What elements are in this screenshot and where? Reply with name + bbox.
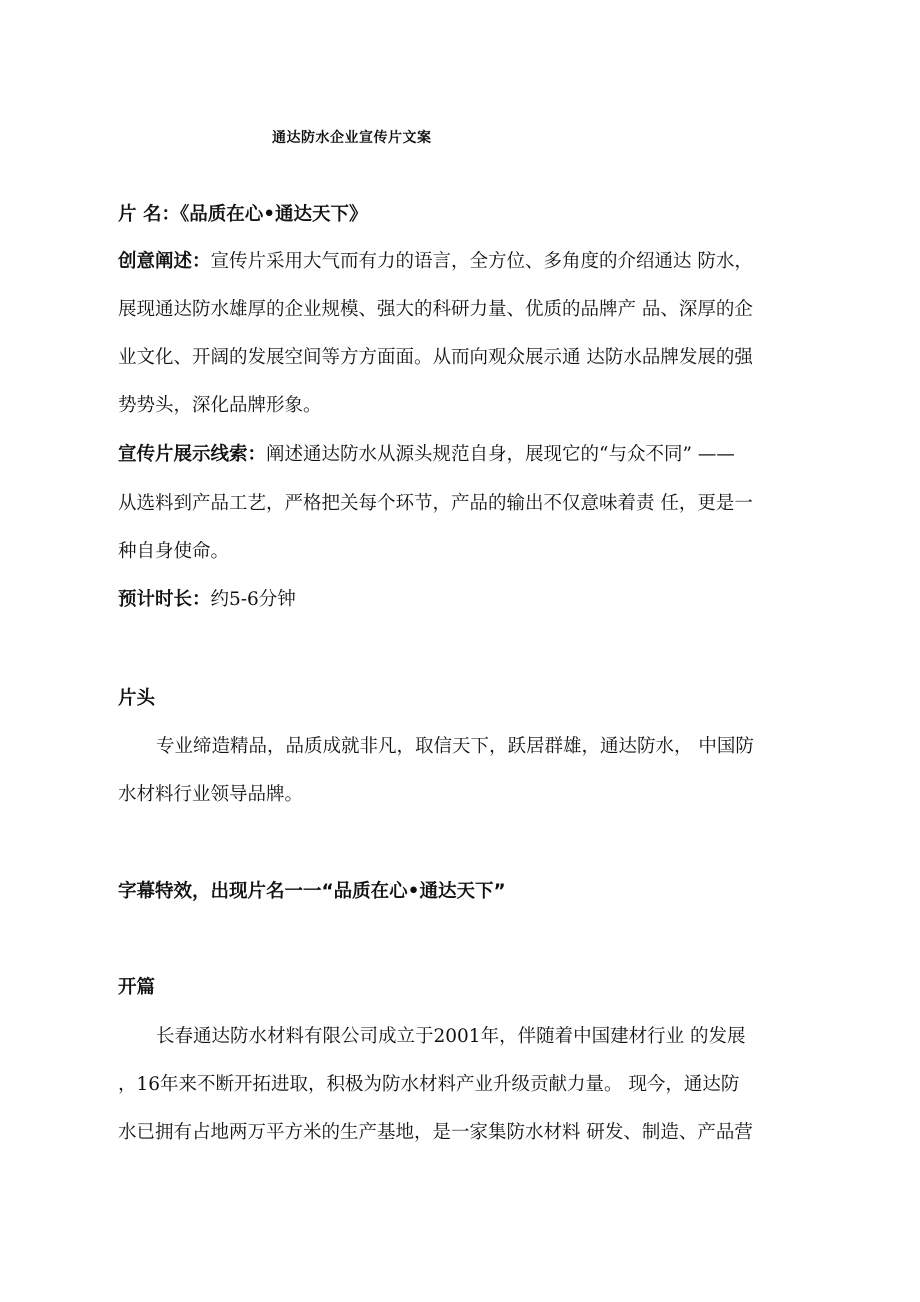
- document-title: 通达防水企业宣传片文案: [272, 130, 432, 146]
- duration-label: 预计时长：: [118, 589, 211, 610]
- creative-text: 宣传片采用大气而有力的语言，全方位、多角度的介绍通达 防水，: [210, 251, 753, 272]
- creative-line-3: 业文化、开阔的发展空间等方方面面。从而向观众展示通 达防水品牌发展的强: [118, 347, 753, 368]
- creative-label: 创意阐述：: [118, 251, 211, 272]
- intro-line-1: 长春通达防水材料有限公司成立于2001年，伴随着中国建材行业 的发展: [156, 1026, 746, 1047]
- intro-line-3: 水已拥有占地两万平方米的生产基地，是一家集防水材料 研发、制造、产品营: [118, 1122, 753, 1143]
- film-name-line: [118, 203, 368, 227]
- clue-label: 宣传片展示线索：: [118, 444, 267, 465]
- clue-text: 阐述通达防水从源头规范自身，展现它的“与众不同” ——: [266, 444, 735, 465]
- creative-line-1: [118, 250, 753, 274]
- clue-line-2: 从选料到产品工艺，严格把关每个环节，产品的输出不仅意味着责 任，更是一: [118, 493, 753, 514]
- creative-line-2: 展现通达防水雄厚的企业规模、强大的科研力量、优质的品牌产 品、深厚的企: [118, 299, 753, 320]
- intro-line-2: ，16年来不断开拓进取，积极为防水材料产业升级贡献力量。 现今，通达防: [118, 1074, 740, 1095]
- duration-line: [118, 588, 296, 612]
- clue-line-3: 种自身使命。: [118, 541, 230, 562]
- duration-value: 约5-6分钟: [210, 589, 296, 610]
- film-name-label: 片 名：: [118, 204, 180, 225]
- opening-title-line-2: 水材料行业领导品牌。: [118, 784, 304, 805]
- opening-title-heading: 片头: [118, 688, 156, 709]
- opening-title-line-1: 专业缔造精品，品质成就非凡，取信天下，跃居群雄，通达防水， 中国防: [156, 736, 754, 757]
- clue-line-1: [118, 443, 735, 467]
- intro-heading: 开篇: [118, 977, 156, 998]
- subtitle-effect: 字幕特效，出现片名一一“品质在心•通达天下”: [118, 881, 506, 902]
- film-name-value: 《品质在心•通达天下》: [179, 204, 368, 225]
- creative-line-4: 势势头，深化品牌形象。: [118, 395, 322, 416]
